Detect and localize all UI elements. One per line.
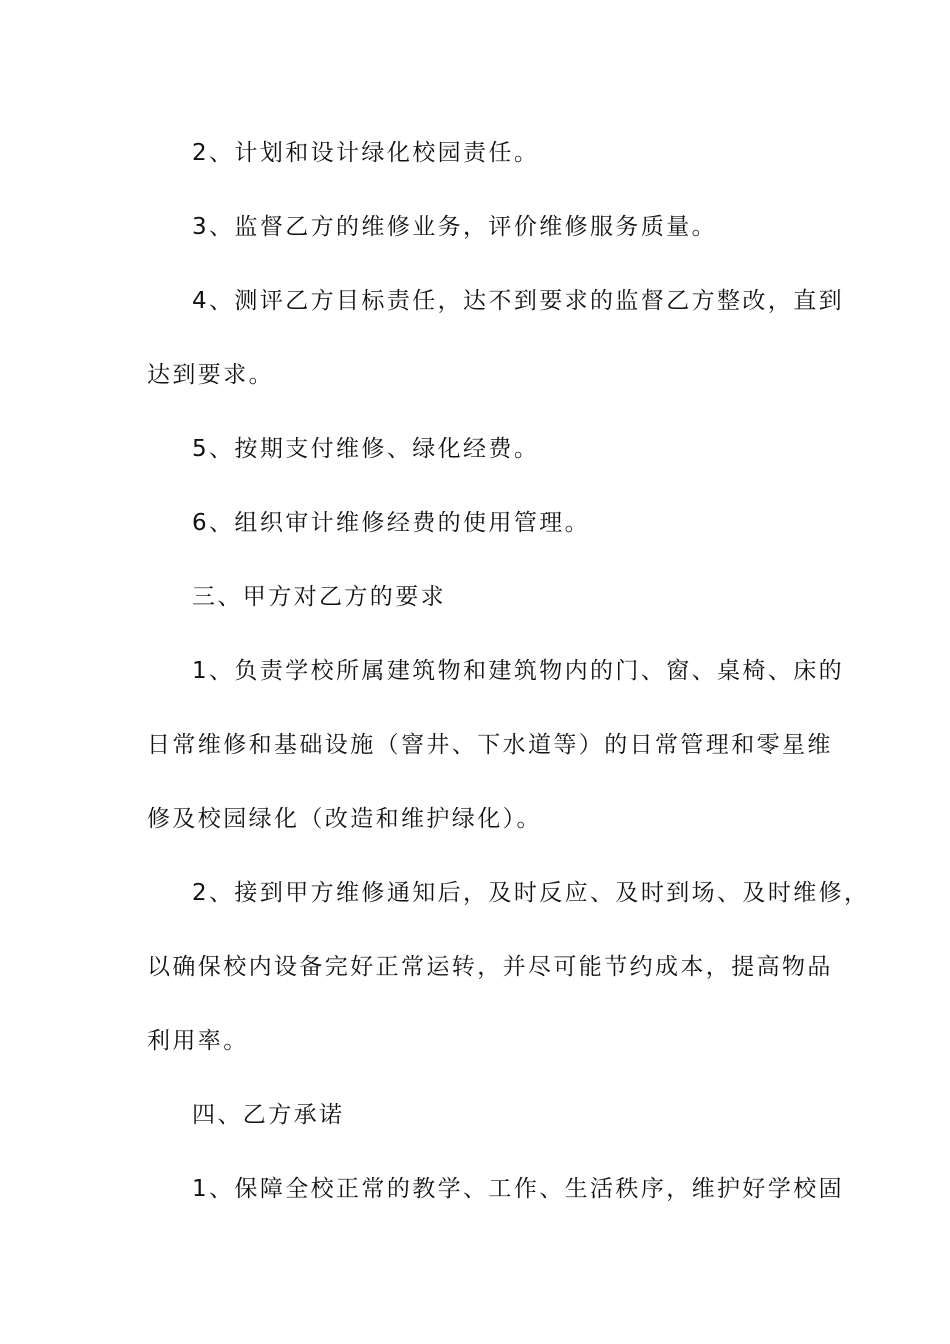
- section-heading: 三、甲方对乙方的要求: [192, 584, 446, 610]
- paragraph-line: 2、接到甲方维修通知后，及时反应、及时到场、及时维修，: [192, 880, 870, 906]
- paragraph-line: 2、计划和设计绿化校园责任。: [192, 140, 540, 166]
- paragraph-line: 3、监督乙方的维修业务，评价维修服务质量。: [192, 214, 718, 240]
- paragraph-line: 日常维修和基础设施（窨井、下水道等）的日常管理和零星维: [147, 732, 833, 758]
- paragraph-line: 1、负责学校所属建筑物和建筑物内的门、窗、桌椅、床的: [192, 658, 845, 684]
- paragraph-line: 以确保校内设备完好正常运转，并尽可能节约成本，提高物品: [147, 954, 833, 980]
- paragraph-line: 5、按期支付维修、绿化经费。: [192, 436, 540, 462]
- paragraph-line: 6、组织审计维修经费的使用管理。: [192, 510, 591, 536]
- paragraph-line: 修及校园绿化（改造和维护绿化）。: [147, 806, 542, 832]
- paragraph-line: 达到要求。: [147, 362, 274, 388]
- paragraph-line: 利用率。: [147, 1028, 249, 1054]
- paragraph-line: 4、测评乙方目标责任，达不到要求的监督乙方整改，直到: [192, 288, 845, 314]
- section-heading: 四、乙方承诺: [192, 1102, 345, 1128]
- paragraph-line: 1、保障全校正常的教学、工作、生活秩序，维护好学校固: [192, 1176, 845, 1202]
